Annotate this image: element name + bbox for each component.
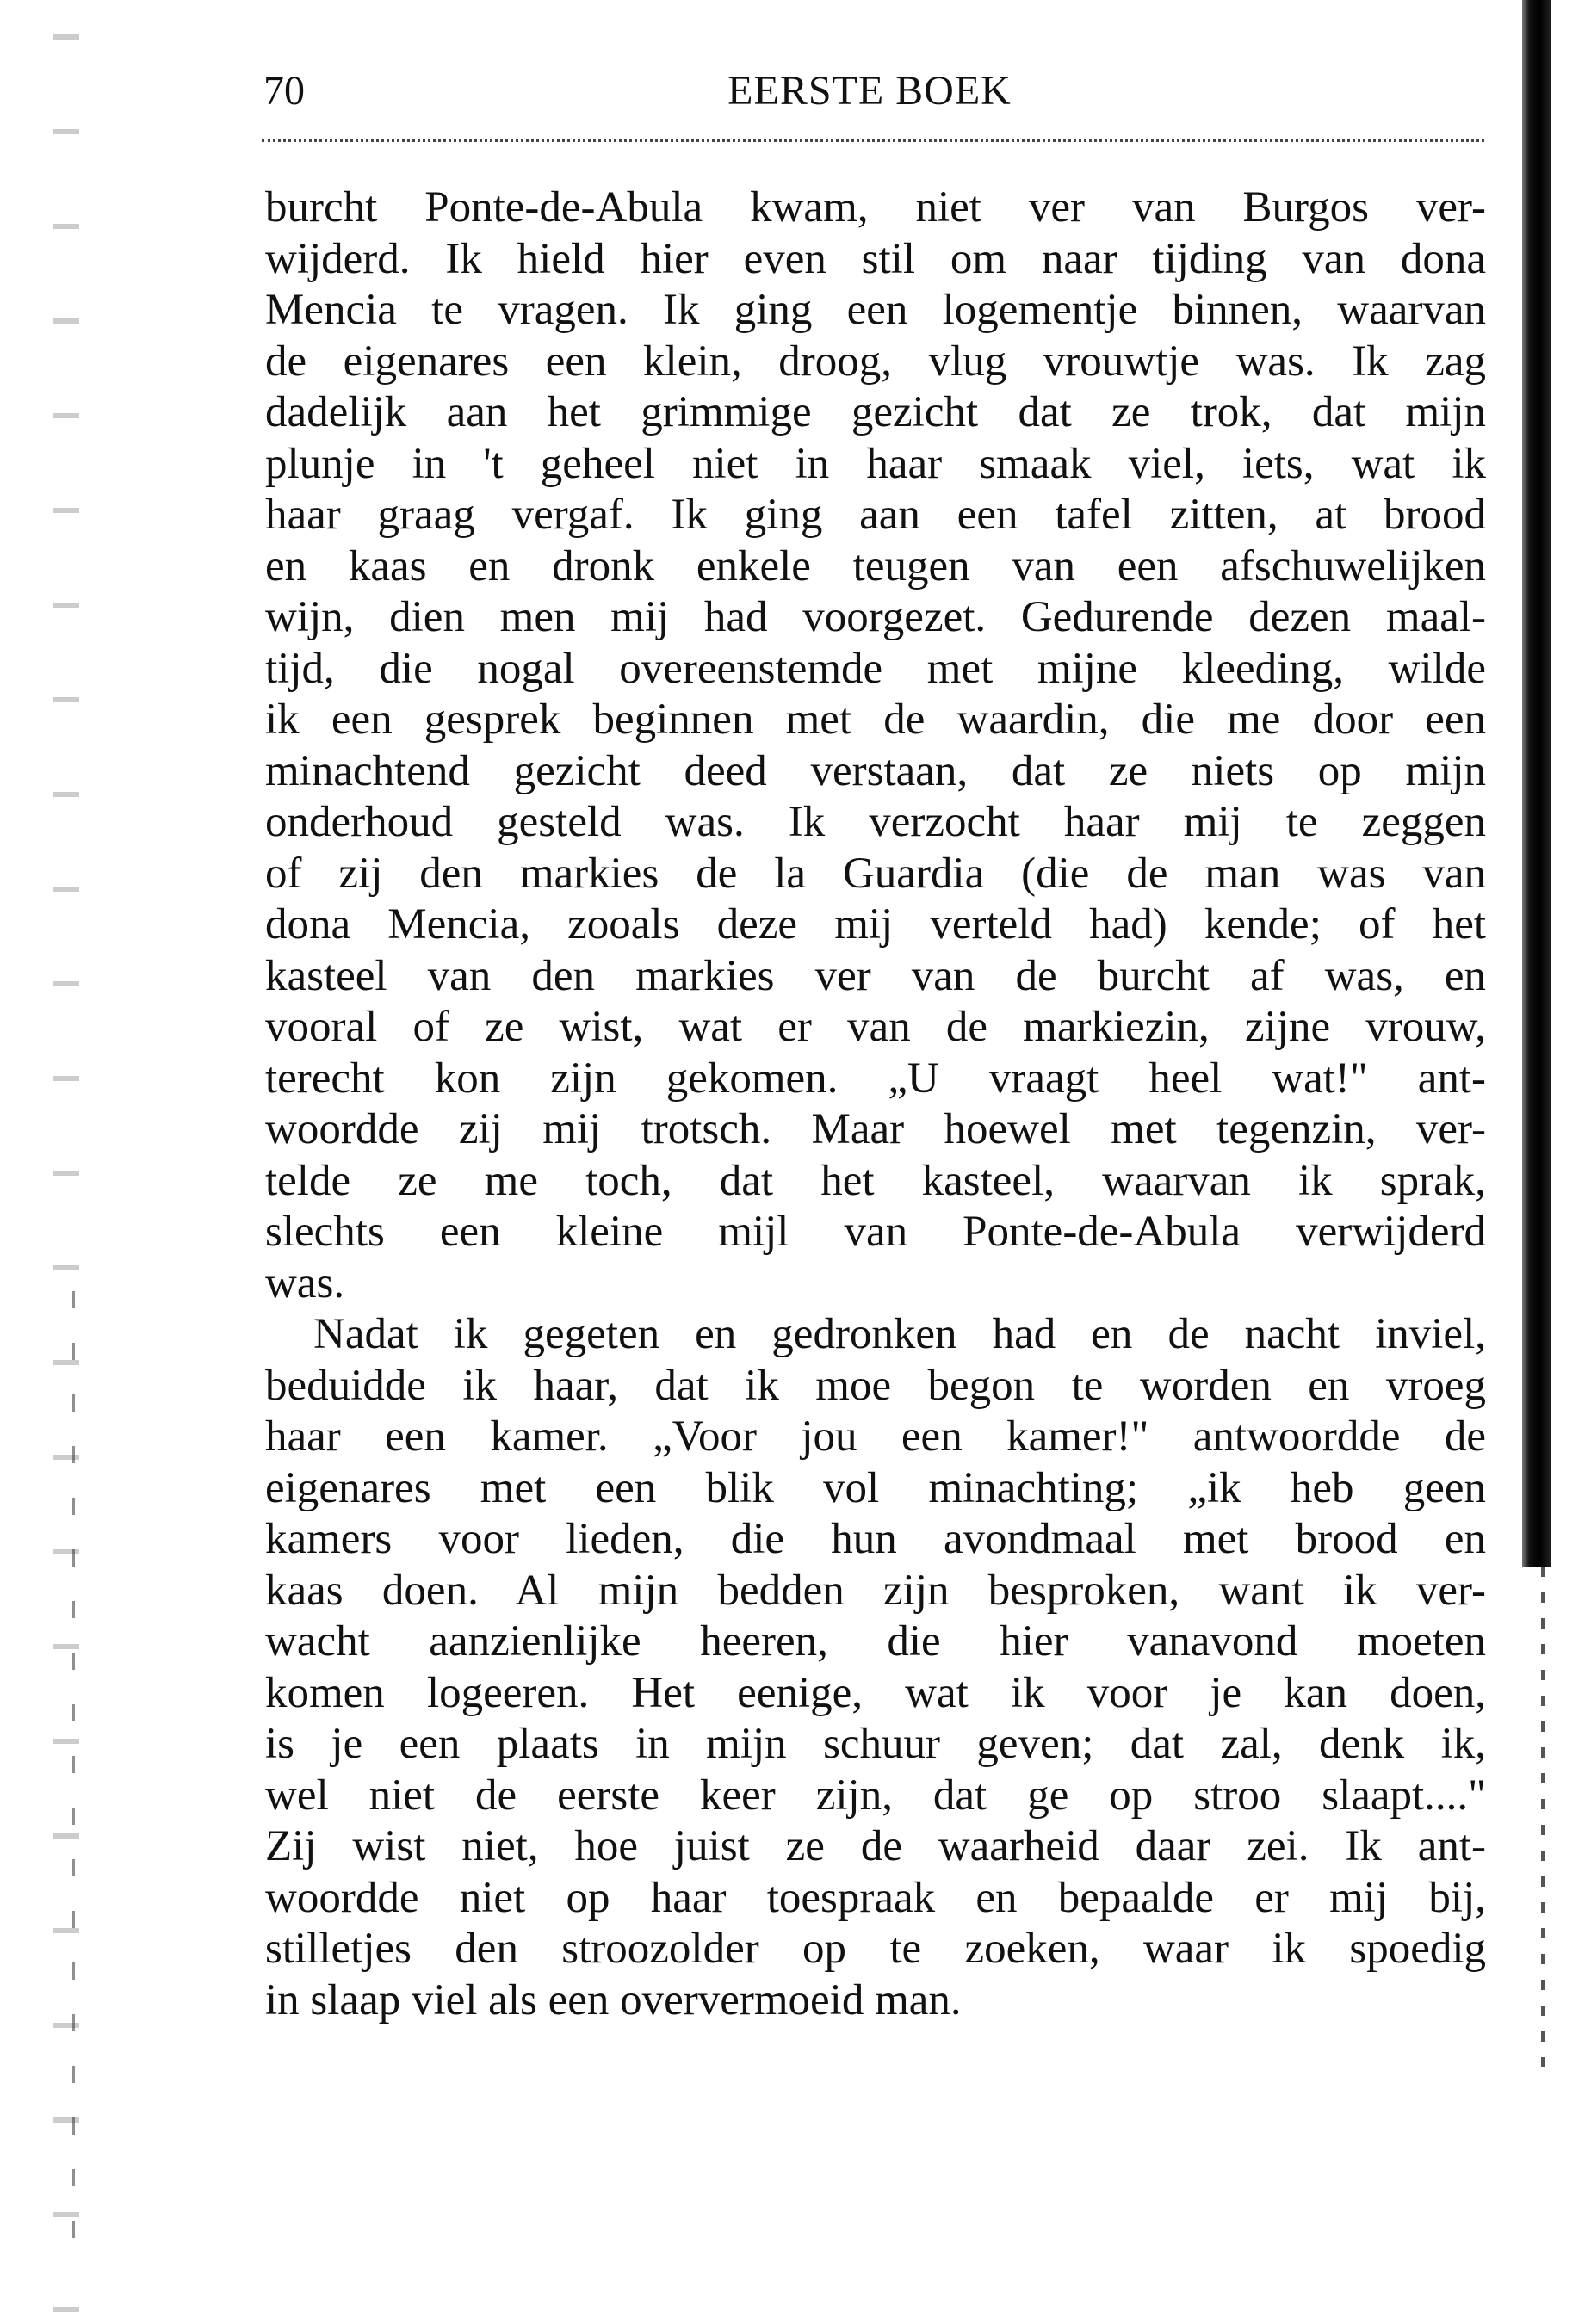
- text-line: wijn, dien men mij had voorgezet. Gedurende dezen maal-: [265, 593, 1486, 641]
- text-line: terecht kon zijn gekomen. „U vraagt heel wat!" ant-: [265, 1054, 1486, 1103]
- scan-left-edge-marks: [53, 0, 79, 2324]
- text-line: ik een gesprek beginnen met de waardin, die me door een: [265, 695, 1486, 744]
- text-line: is je een plaats in mijn schuur geven; dat zal, denk ik,: [265, 1720, 1486, 1768]
- header-dotted-rule: [262, 139, 1484, 142]
- text-line: plunje in 't geheel niet in haar smaak viel, iets, wat ik: [265, 439, 1486, 488]
- text-line: in slaap viel als een oververmoeid man.: [265, 1975, 962, 2024]
- text-line: burcht Ponte-de-Abula kwam, niet ver van Burgos ver-: [265, 183, 1486, 232]
- text-line: Zij wist niet, hoe juist ze de waarheid daar zei. Ik ant-: [265, 1822, 1486, 1870]
- text-line: Nadat ik gegeten en gedronken had en de nacht inviel,: [313, 1310, 1486, 1358]
- running-head: EERSTE BOEK: [727, 68, 1012, 114]
- text-line: kasteel van den markies ver van de burcht af was, en: [265, 951, 1486, 1000]
- text-line: haar graag vergaf. Ik ging aan een tafel zitten, at brood: [265, 491, 1486, 539]
- text-line: wijderd. Ik hield hier even stil om naar tijding van dona: [265, 234, 1486, 283]
- text-line: kamers voor lieden, die hun avondmaal met brood en: [265, 1515, 1486, 1563]
- text-line: tijd, die nogal overeenstemde met mijne kleeding, wilde: [265, 644, 1486, 693]
- text-line: en kaas en dronk enkele teugen van een afschuwelijken: [265, 541, 1486, 590]
- text-line: onderhoud gesteld was. Ik verzocht haar mij te zeggen: [265, 798, 1486, 846]
- text-line: telde ze me toch, dat het kasteel, waarvan ik sprak,: [265, 1156, 1486, 1205]
- text-line: komen logeeren. Het eenige, wat ik voor je kan doen,: [265, 1668, 1486, 1717]
- text-line: wel niet de eerste keer zijn, dat ge op stroo slaapt....": [265, 1771, 1486, 1820]
- book-binding-shadow: [1541, 1567, 1545, 2083]
- text-line: de eigenares een klein, droog, vlug vrouwtje was. Ik zag: [265, 337, 1486, 386]
- text-line: dona Mencia, zooals deze mij verteld had) kende; of het: [265, 900, 1486, 949]
- text-line: vooral of ze wist, wat er van de markiezin, zijne vrouw,: [265, 1003, 1486, 1051]
- book-binding-shadow: [1522, 0, 1551, 1567]
- text-line: stilletjes den stroozolder op te zoeken, waar ik spoedig: [265, 1925, 1486, 1973]
- text-line: of zij den markies de la Guardia (die de man was van: [265, 849, 1486, 898]
- scan-left-edge-marks: [72, 1291, 75, 2238]
- text-line: Mencia te vragen. Ik ging een logementje binnen, waarvan: [265, 286, 1486, 334]
- text-line: was.: [265, 1258, 345, 1307]
- text-line: slechts een kleine mijl van Ponte-de-Abula verwijderd: [265, 1208, 1486, 1256]
- page-number: 70: [263, 68, 305, 114]
- text-line: woordde zij mij trotsch. Maar hoewel met tegenzin, ver-: [265, 1105, 1486, 1153]
- text-line: dadelijk aan het grimmige gezicht dat ze trok, dat mijn: [265, 388, 1486, 436]
- text-line: wacht aanzienlijke heeren, die hier vanavond moeten: [265, 1617, 1486, 1666]
- text-line: kaas doen. Al mijn bedden zijn besproken, want ik ver-: [265, 1566, 1486, 1615]
- text-line: woordde niet op haar toespraak en bepaalde er mij bij,: [265, 1873, 1486, 1922]
- text-line: beduidde ik haar, dat ik moe begon te worden en vroeg: [265, 1361, 1486, 1410]
- text-line: haar een kamer. „Voor jou een kamer!" antwoordde de: [265, 1412, 1486, 1461]
- text-line: eigenares met een blik vol minachting; „ik heb geen: [265, 1463, 1486, 1512]
- body-text: [265, 182, 1486, 2026]
- text-line: minachtend gezicht deed verstaan, dat ze niets op mijn: [265, 746, 1486, 795]
